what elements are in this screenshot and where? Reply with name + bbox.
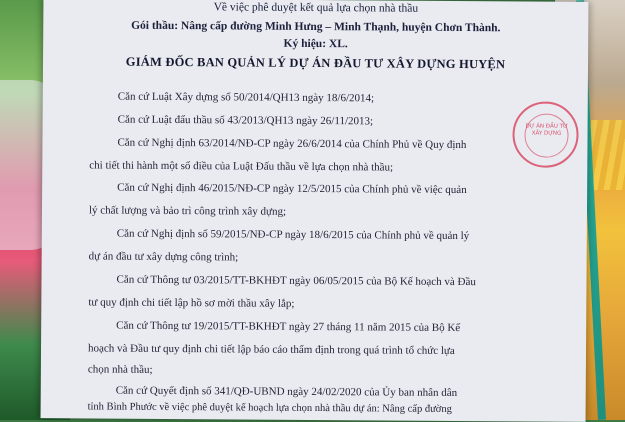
body-line: chi tiết thi hành một số điều của Luật Đấu thầu về lựa chọn nhà thầu;	[89, 159, 394, 174]
document-title: GIÁM ĐỐC BAN QUẢN LÝ DỰ ÁN ĐẦU TƯ XÂY DỰNG HUYỆN	[125, 54, 506, 72]
body-line: Căn cứ Thông tư 03/2015/TT-BKHĐT ngày 06/05/2015 của Bộ Kế hoạch và Đầu	[116, 273, 476, 289]
body-line: tư quy định chi tiết lập hồ sơ mời thầu xây lắp;	[88, 296, 295, 310]
header-line-2: Gói thầu: Nâng cấp đường Minh Hưng – Minh Thạnh, huyện Chơn Thành.	[131, 19, 501, 35]
body-line: Căn cứ Thông tư 19/2015/TT-BKHĐT ngày 27 tháng 11 năm 2015 của Bộ Kế	[116, 319, 461, 335]
body-line: dự án đầu tư xây dựng công trình;	[88, 250, 239, 264]
body-line: lý chất lượng và bảo trì công trình xây dựng;	[88, 204, 287, 218]
body-line: chọn nhà thầu;	[87, 363, 153, 376]
body-line: Căn cứ Nghị định 63/2014/NĐ-CP ngày 26/6/2014 của Chính Phủ về Quy định	[117, 136, 467, 152]
body-line: hoạch và Đầu tư quy định chi tiết lập báo cáo thẩm định trong quá trình tổ chức lựa	[87, 342, 455, 357]
red-seal-stamp	[512, 101, 578, 167]
document-sheet	[41, 0, 589, 422]
body-line: Căn cứ Luật Xây dựng số 50/2014/QH13 ngày 18/6/2014;	[117, 90, 375, 105]
body-line: tỉnh Bình Phước về việc phê duyệt kế hoạch lựa chọn nhà thầu dự án: Nâng cấp đường	[87, 401, 452, 415]
header-line-1: Về việc phê duyệt kết quả lựa chọn nhà thầu	[213, 1, 419, 15]
body-line: Căn cứ Nghị định số 59/2015/NĐ-CP ngày 18/6/2015 của Chính phủ về quản lý	[116, 227, 470, 243]
body-line: Căn cứ Luật đấu thầu số 43/2013/QH13 ngày 26/11/2013;	[117, 113, 374, 128]
document-paper	[41, 0, 589, 422]
stamp-text: DỰ ÁN ĐẦU TƯ XÂY DỰNG	[525, 123, 568, 137]
body-line: Căn cứ Nghị định 46/2015/NĐ-CP ngày 12/5/2015 của Chính phủ về việc quản	[117, 181, 467, 197]
body-line: Căn cứ Quyết định số 341/QĐ-UBND ngày 24/02/2020 của Ủy ban nhân dân	[115, 384, 458, 400]
header-line-3: Ký hiệu: XL.	[283, 37, 348, 51]
